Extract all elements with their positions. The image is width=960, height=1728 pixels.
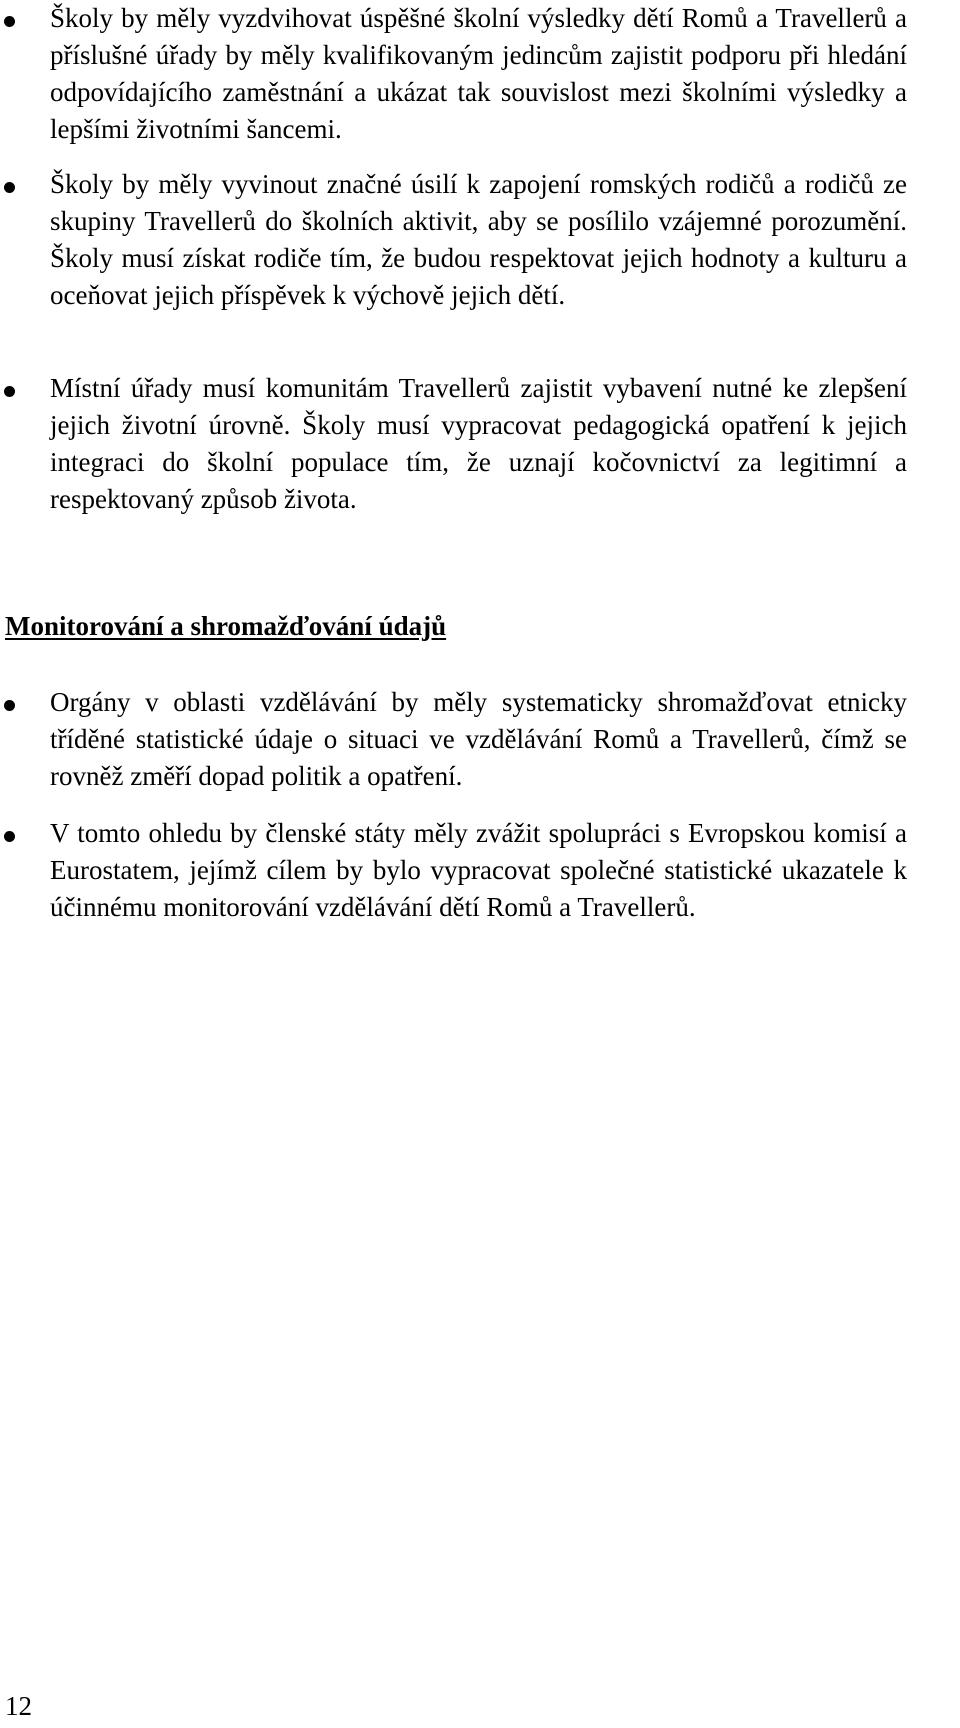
list-item-text: Školy by měly vyvinout značné úsilí k zapojení romských rodičů a rodičů ze skupiny Travellerů do školních aktivit, aby se posílilo vzájemné porozumění. Školy musí získat rodiče tím, že budou respektovat jejich hodnoty a kulturu a oceňovat jejich příspěvek k výchově jejich dětí. [50,169,907,310]
list-item-text: Místní úřady musí komunitám Travellerů zajistit vybavení nutné ke zlepšení jejich životní úrovně. Školy musí vypracovat pedagogická opatření k jejich integraci do školní populace tím, že uznají kočovnictví za legitimní a respektovaný způsob života. [50,373,907,514]
page-number: 12 [5,1691,32,1721]
bullet-icon [4,16,15,27]
bullet-icon [4,182,15,193]
bullet-icon [4,386,15,397]
list-item [0,370,907,518]
list-item-text: V tomto ohledu by členské státy měly zvážit spolupráci s Evropskou komisí a Eurostatem, jejímž cílem by bylo vypracovat společné statistické ukazatele k účinnému monitorování vzdělávání dětí Romů a Travellerů. [50,818,907,922]
list-item-text: Školy by měly vyzdvihovat úspěšné školní výsledky dětí Romů a Travellerů a příslušné úřady by měly kvalifikovaným jedincům zajistit podporu při hledání odpovídajícího zaměstnání a ukázat tak souvislost mezi školními výsledky a lepšími životními šancemi. [50,3,907,144]
list-item [0,815,907,926]
list-item [0,166,907,314]
bullet-icon [4,831,15,842]
list-item-text: Orgány v oblasti vzdělávání by měly systematicky shromažďovat etnicky tříděné statistické údaje o situaci ve vzdělávání Romů a Travellerů, čímž se rovněž změří dopad politik a opatření. [50,687,907,791]
section-heading: Monitorování a shromažďování údajů [5,611,447,641]
bullet-icon [4,700,15,711]
list-item [0,0,907,148]
list-item [0,684,907,795]
